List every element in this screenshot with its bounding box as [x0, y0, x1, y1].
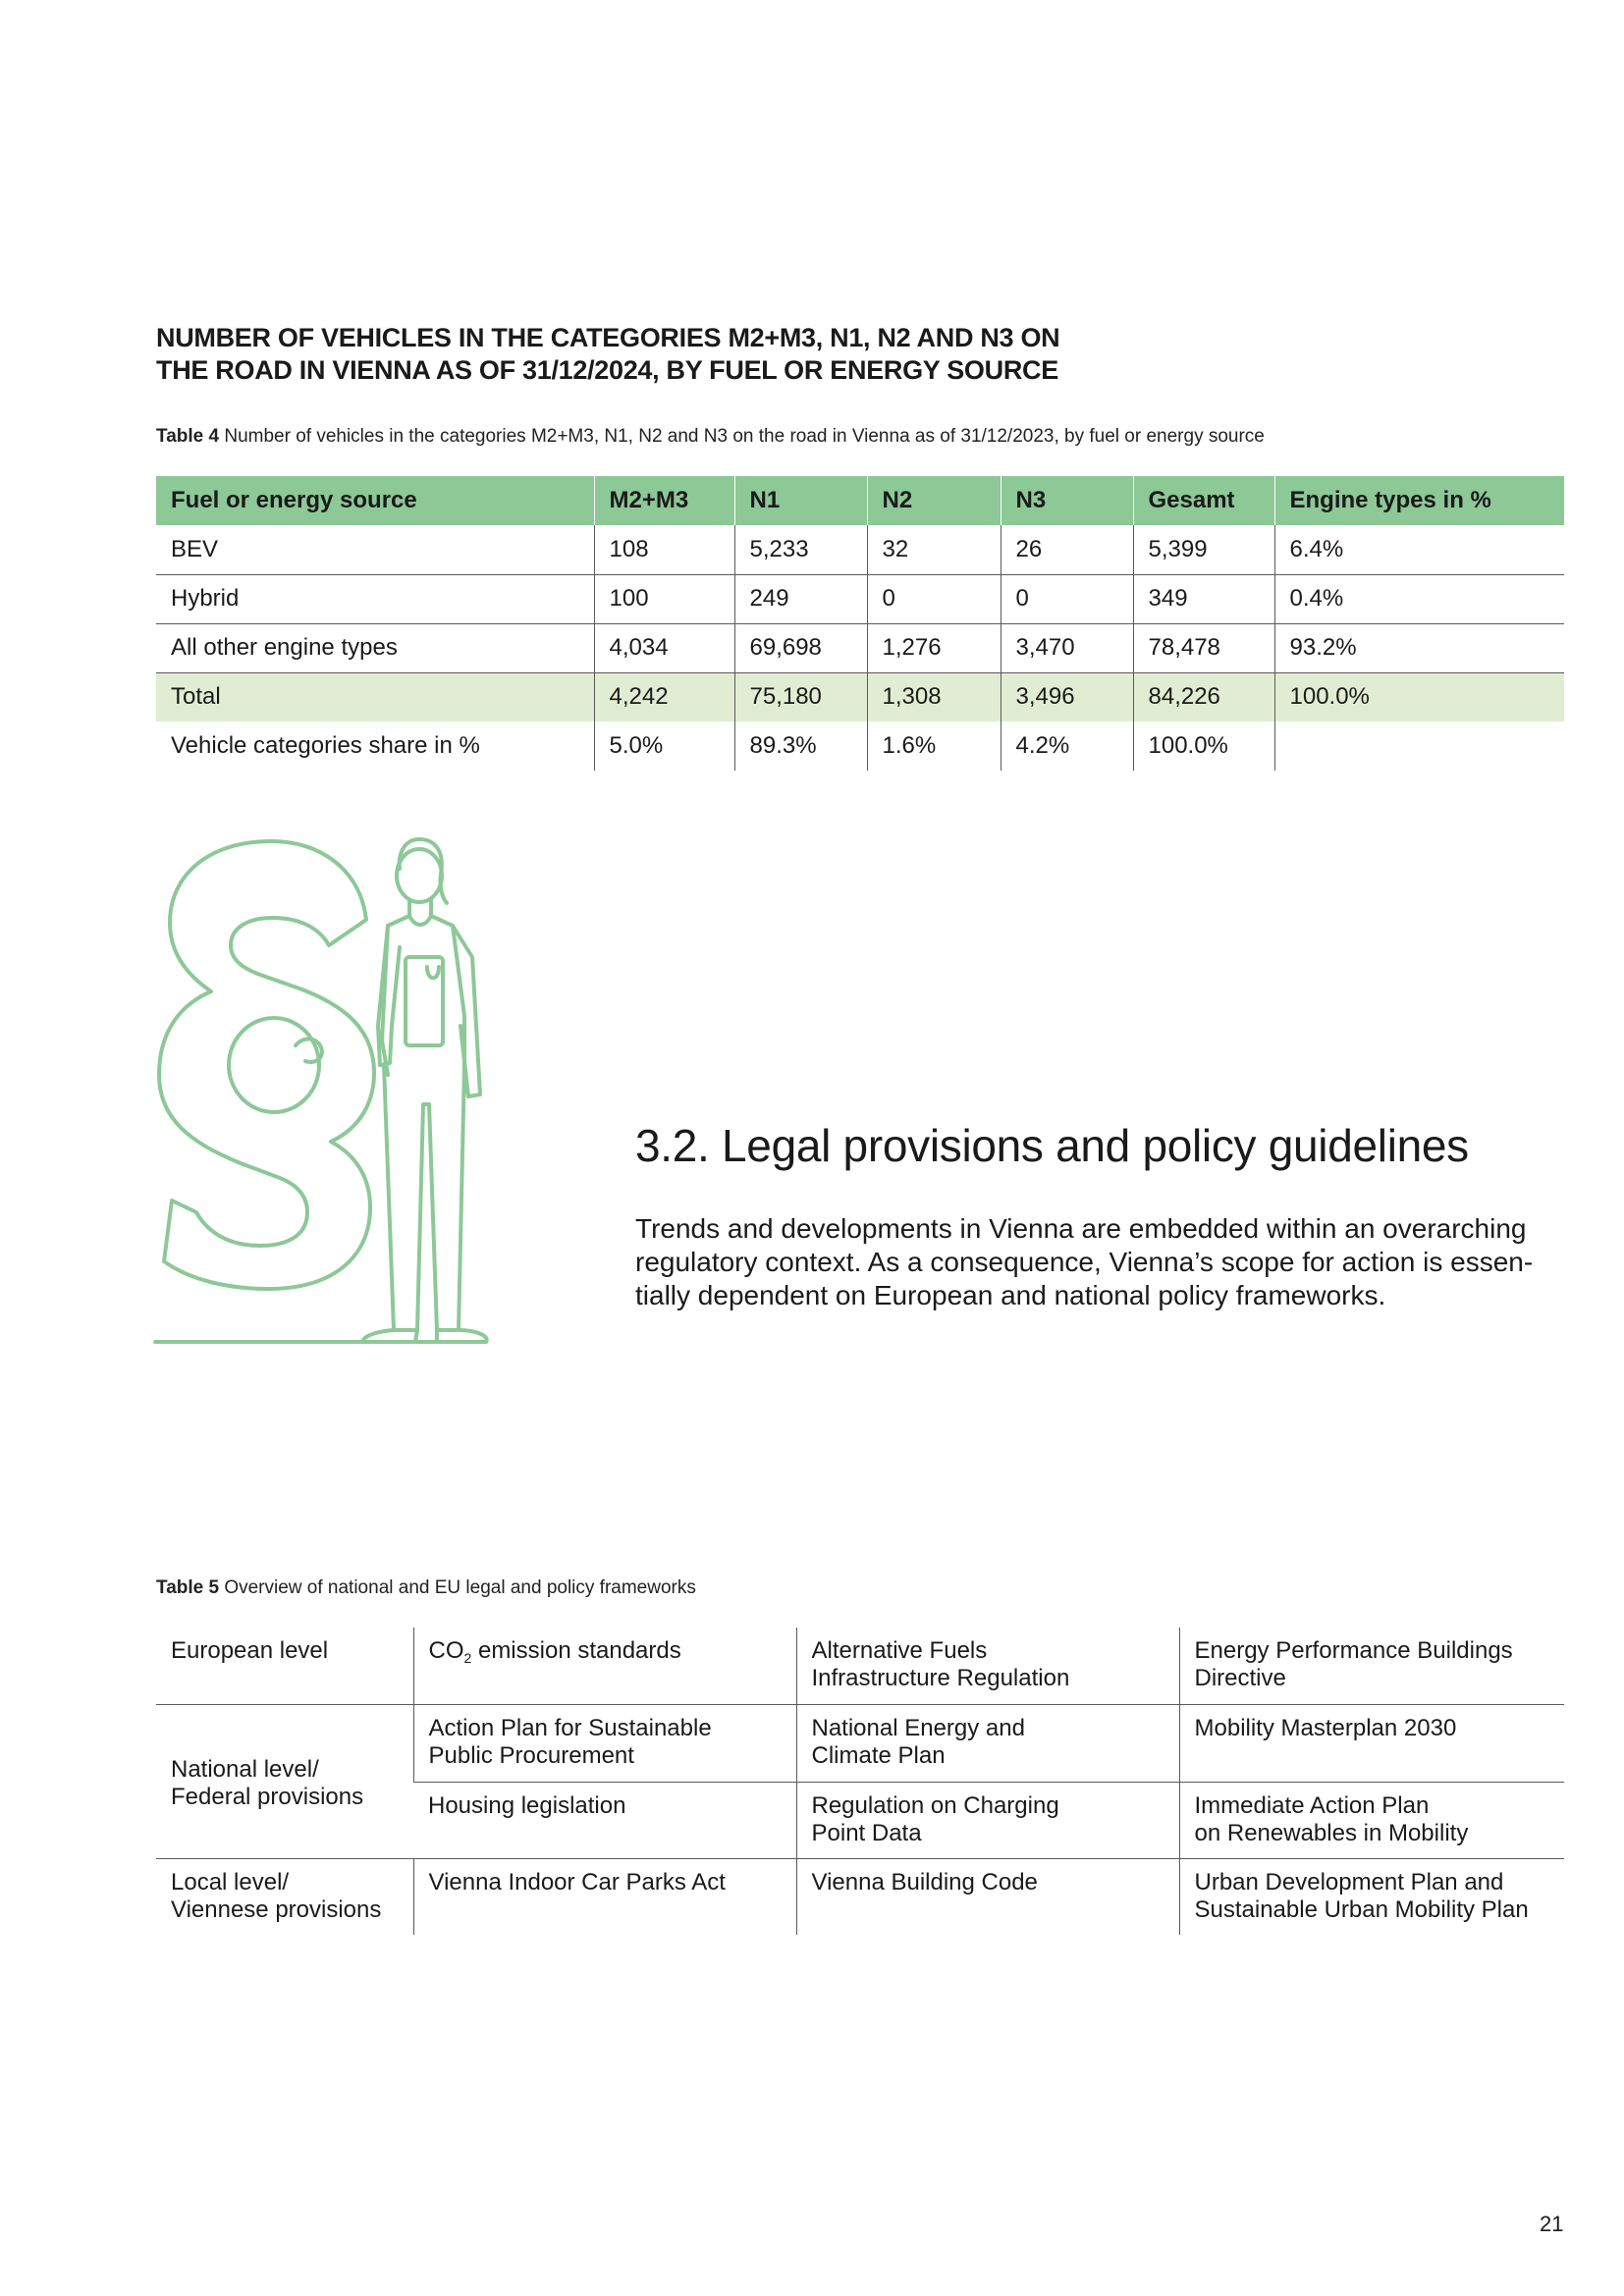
table-cell: 100.0% [1133, 721, 1274, 771]
frameworks-table [156, 1628, 1564, 1935]
level-cell-national: National level/ Federal provisions [156, 1704, 413, 1858]
table4-label: Table 4 [156, 426, 220, 447]
table-cell: Hybrid [156, 574, 594, 623]
table-cell: 4,242 [594, 672, 734, 721]
table-cell: 5,399 [1133, 525, 1274, 574]
table-cell: BEV [156, 525, 594, 574]
table-cell: Immediate Action Plan on Renewables in Mobility [1179, 1782, 1564, 1858]
table-cell: 349 [1133, 574, 1274, 623]
co2-standards-text: $CO_2$ emission standards [428, 1637, 681, 1666]
table-cell: Total [156, 672, 594, 721]
table-cell: Housing legislation [413, 1782, 796, 1858]
table-cell [413, 1628, 796, 1704]
section-text-line: Trends and developments in Vienna are embedded within an overarching [635, 1213, 1527, 1244]
table-cell: 75,180 [734, 672, 867, 721]
table-cell: 78,478 [1133, 623, 1274, 672]
table-cell: 0.4% [1274, 574, 1564, 623]
table-cell: 32 [867, 525, 1001, 574]
header-cell: Fuel or energy source [156, 476, 594, 525]
table-cell: 1,276 [867, 623, 1001, 672]
section-text-line: regulatory context. As a consequence, Vienna’s scope for action is essen- [635, 1247, 1534, 1277]
level-cell-local: Local level/ Viennese provisions [171, 1868, 382, 1923]
table-cell: 1.6% [867, 721, 1001, 771]
header-cell: N2 [867, 476, 1001, 525]
section-text [635, 1212, 1568, 1312]
table-row [156, 525, 1564, 574]
table-row [156, 574, 1564, 623]
table-cell: 0 [867, 574, 1001, 623]
table-row [156, 1704, 1564, 1782]
table-cell: Urban Development Plan and Sustainable Urban Mobility Plan [1179, 1858, 1564, 1935]
table-cell: 93.2% [1274, 623, 1564, 672]
table-cell: 100.0% [1274, 672, 1564, 721]
table-cell: All other engine types [156, 623, 594, 672]
table5-caption [156, 1577, 696, 1599]
vehicles-table [156, 476, 1564, 771]
table-cell: Energy Performance Buildings Directive [1179, 1628, 1564, 1704]
table-cell: 1,308 [867, 672, 1001, 721]
table-total-row [156, 672, 1564, 721]
table4-caption [156, 426, 1265, 448]
table-cell: 4.2% [1001, 721, 1133, 771]
table-cell: 84,226 [1133, 672, 1274, 721]
table-cell: 3,470 [1001, 623, 1133, 672]
table-cell: 249 [734, 574, 867, 623]
level-cell-european: European level [156, 1628, 413, 1704]
header-cell: N3 [1001, 476, 1133, 525]
table-header-row [156, 476, 1564, 525]
page-heading [156, 322, 1138, 387]
table-cell: 3,496 [1001, 672, 1133, 721]
table-cell: 0 [1001, 574, 1133, 623]
heading-line-2: THE ROAD IN VIENNA AS OF 31/12/2024, BY FUEL OR ENERGY SOURCE [156, 355, 1058, 385]
table-cell: 5.0% [594, 721, 734, 771]
table-cell: 4,034 [594, 623, 734, 672]
table-cell: 108 [594, 525, 734, 574]
table4-caption-text: Number of vehicles in the categories M2+M3, N1, N2 and N3 on the road in Vienna as of 31/12/2023, by fuel or energy source [219, 426, 1265, 447]
table-cell: Mobility Masterplan 2030 [1179, 1704, 1564, 1782]
table-cell: Vienna Building Code [796, 1858, 1179, 1935]
table-cell: 89.3% [734, 721, 867, 771]
table-row [156, 623, 1564, 672]
table-cell: Vehicle categories share in % [171, 732, 480, 759]
table-cell: 6.4% [1274, 525, 1564, 574]
table-cell: Vienna Indoor Car Parks Act [413, 1858, 796, 1935]
table-cell: 69,698 [734, 623, 867, 672]
heading-line-1: NUMBER OF VEHICLES IN THE CATEGORIES M2+M3, N1, N2 AND N3 ON [156, 323, 1060, 352]
page-number: 21 [1540, 2212, 1564, 2236]
section-title: 3.2. Legal provisions and policy guidelines [635, 1120, 1469, 1171]
table-cell: Action Plan for Sustainable Public Procurement [413, 1704, 796, 1782]
header-cell: N1 [734, 476, 867, 525]
table-cell: Regulation on Charging Point Data [796, 1782, 1179, 1858]
table-cell [1274, 721, 1564, 771]
table5-caption-text: Overview of national and EU legal and policy frameworks [219, 1577, 696, 1598]
table-cell: 26 [1001, 525, 1133, 574]
header-cell: Gesamt [1133, 476, 1274, 525]
table-row [156, 1858, 1564, 1935]
paragraph-person-icon [152, 829, 506, 1360]
header-cell: Engine types in % [1274, 476, 1564, 525]
header-cell: M2+M3 [594, 476, 734, 525]
table-cell: 100 [594, 574, 734, 623]
table-cell: National Energy and Climate Plan [796, 1704, 1179, 1782]
section-text-line: tially dependent on European and national policy frameworks. [635, 1280, 1386, 1310]
table5-label: Table 5 [156, 1577, 220, 1598]
table-row [156, 721, 1564, 771]
table-row [156, 1628, 1564, 1704]
table-cell: 5,233 [734, 525, 867, 574]
table-cell: Alternative Fuels Infrastructure Regulation [796, 1628, 1179, 1704]
